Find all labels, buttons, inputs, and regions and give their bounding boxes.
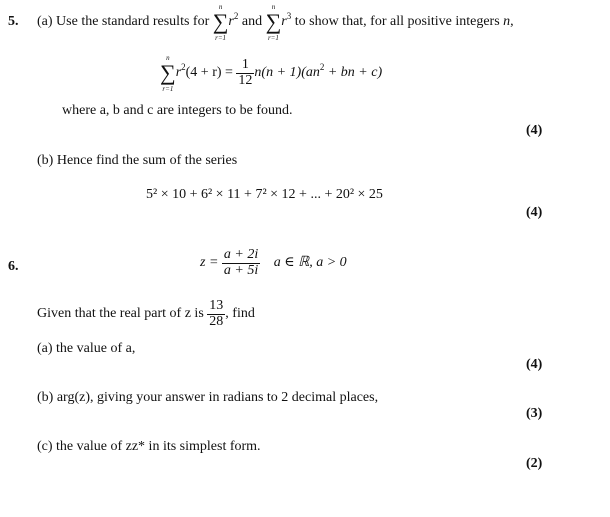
eq-fraction-denominator: 12 — [238, 73, 253, 88]
q6-z-definition — [200, 248, 347, 278]
q5b-series: 5² × 10 + 6² × 11 + 7² × 12 + ... + 20² × 25 — [146, 187, 383, 202]
sum2-term: r — [281, 14, 287, 30]
z-numerator: a + 2i — [223, 247, 259, 262]
q6b-label: (b) — [37, 390, 54, 405]
q6-given-line — [37, 299, 255, 329]
q6-given-post: , find — [225, 306, 255, 322]
sum1-term: r — [228, 14, 234, 30]
sum1-upper-limit: n — [218, 3, 223, 11]
q6b-text: arg(z), giving your answer in radians to 2 decimal places, — [56, 390, 379, 405]
z-lhs: z = — [200, 255, 219, 271]
given-fraction — [207, 299, 225, 329]
q5a-line — [37, 3, 514, 42]
given-fraction-numerator: 13 — [209, 298, 224, 313]
sum2-upper-limit: n — [271, 3, 276, 11]
eq-rhs-part1: n(n + 1)(an — [254, 65, 320, 81]
q6-given-pre: Given that the real part of z is — [37, 306, 204, 322]
q5a-text-pre: Use the standard results for — [56, 14, 210, 30]
q5b-line — [37, 154, 237, 168]
sum1-power: 2 — [233, 11, 239, 22]
question-6-number: 6. — [8, 259, 19, 274]
sum1-lower-limit: r=1 — [215, 34, 227, 42]
q5-equation — [160, 54, 383, 93]
eq-rhs-part2: + bn + c) — [327, 65, 383, 81]
q6a-label: (a) — [37, 341, 53, 356]
given-fraction-denominator: 28 — [209, 314, 224, 329]
eq-rhs-power: 2 — [319, 62, 325, 73]
z-denominator: a + 5i — [223, 263, 259, 278]
q6a-line — [37, 342, 135, 356]
eq-sum-upper-limit: n — [166, 54, 170, 62]
q5a-label: (a) — [37, 14, 53, 30]
q5-where-text: where a, b and c are integers to be found. — [62, 103, 293, 118]
z-fraction — [222, 248, 260, 278]
eq-sum-symbol: n ∑ r=1 — [160, 54, 176, 93]
q6b-line — [37, 391, 378, 405]
q6c-marks: (2) — [526, 456, 543, 471]
question-5-number: 5. — [8, 14, 19, 29]
q5b-text: Hence find the sum of the series — [56, 153, 238, 168]
q5b-marks: (4) — [526, 205, 543, 220]
q6a-text: the value of a, — [56, 341, 136, 356]
z-condition: a ∈ ℝ, a > 0 — [273, 255, 347, 271]
q6c-label: (c) — [37, 439, 53, 454]
sum-symbol-1: n ∑ r=1 — [212, 3, 229, 42]
and-word: and — [241, 14, 263, 30]
q6b-marks: (3) — [526, 406, 543, 421]
q5a-text-post: to show that, for all positive integers — [294, 14, 500, 30]
eq-sum-lower-limit: r=1 — [162, 85, 174, 93]
eq-lhs-rest: (4 + r) = — [185, 65, 233, 81]
q5a-marks: (4) — [526, 123, 543, 138]
sum2-lower-limit: r=1 — [267, 34, 279, 42]
eq-lhs-term: r — [175, 65, 182, 81]
var-n: n — [503, 14, 511, 30]
q6a-marks: (4) — [526, 357, 543, 372]
q6c-text: the value of zz* in its simplest form. — [56, 439, 261, 454]
eq-fraction — [236, 58, 254, 88]
sum2-power: 3 — [286, 11, 292, 22]
eq-lhs-power: 2 — [181, 62, 186, 73]
sum-symbol-2: n ∑ r=1 — [265, 3, 282, 42]
eq-fraction-numerator: 1 — [241, 57, 249, 72]
q6c-line — [37, 440, 261, 454]
comma: , — [510, 14, 514, 30]
q5b-label: (b) — [37, 153, 54, 168]
